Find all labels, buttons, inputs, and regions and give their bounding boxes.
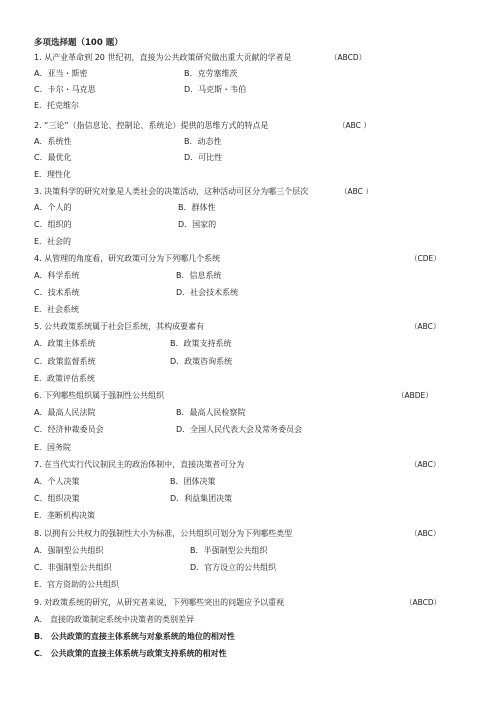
question-9-stem: 9. 对政策系统的研究，从研究者来说，下列哪些突出的问题应予以重视 [34,598,285,607]
question-7-option-d: D．利益集团决策 [170,494,233,503]
question-1-option-d: D．马克斯・韦伯 [184,85,247,94]
question-7-stem: 7. 在当代实行代议制民主的政治体制中，直接决策者可分为 [34,460,245,469]
question-8-option-c: C．非强制型公共组织 [34,563,112,572]
question-2-stem: 2. “三论”（指信息论、控制论、系统论）提供的思维方式的特点是 [34,121,269,130]
question-3-option-b: B．群体性 [178,203,216,212]
question-2-option-d: D．可比性 [184,153,223,162]
question-3-option-a: A．个人的 [34,203,72,212]
question-4-option-e: E．社会系统 [34,305,80,314]
question-1-answer: （ABCD） [330,53,367,62]
question-5-option-d: D．政策咨询系统 [170,357,233,366]
question-9-option-a: A． 直接的政策制定系统中决策者的类别差异 [34,615,195,624]
question-8-stem: 8. 以拥有公共权力的强制性大小为标准，公共组织可划分为下列哪些类型 [34,529,293,538]
question-5-stem: 5. 公共政策系统属于社会巨系统，其构成要素有 [34,322,205,331]
question-8-option-d: D．官方设立的公共组织 [190,563,277,572]
question-9-answer: （ABCD） [405,598,442,607]
question-7-option-b: B．团体决策 [170,477,216,486]
question-4-option-c: C．技术系统 [34,288,80,297]
question-4-option-a: A．科学系统 [34,271,80,280]
question-8-option-e: E．官方资助的公共组织 [34,580,120,589]
question-3-answer: （ABC ） [340,187,373,196]
question-1-option-e: E．托克维尔 [34,101,80,110]
question-1-option-b: B．克劳塞维茨 [184,69,238,78]
question-4-option-d: D．社会技术系统 [176,288,239,297]
question-8-answer: （ABC） [410,529,441,538]
question-6-answer: （ABDE） [397,391,433,400]
question-2-option-b: B．动态性 [184,137,222,146]
section-title: 多项选择题（100 题） [34,38,123,48]
question-2-option-c: C．最优化 [34,153,72,162]
question-1-stem: 1. 从产业革命到 20 世纪初，直接为公共政策研究做出重大贡献的学者是 [34,53,292,62]
question-4-answer: （CDE） [410,254,441,263]
question-6-option-d: D．全国人民代表大会及常务委员会 [176,425,303,434]
question-1-option-a: A．亚当・斯密 [34,69,88,78]
question-2-option-a: A．系统性 [34,137,72,146]
question-4-option-b: B．信息系统 [176,271,222,280]
question-6-stem: 6. 下列哪些组织属于强制性公共组织 [34,391,165,400]
question-7-option-c: C．组织决策 [34,494,80,503]
question-3-stem: 3. 决策科学的研究对象是人类社会的决策活动，这种活动可区分为哪三个层次 [34,187,309,196]
question-5-option-a: A．政策主体系统 [34,339,96,348]
question-6-option-c: C．经济仲裁委员会 [34,425,104,434]
question-4-stem: 4. 从管理的角度看，研究政策可分为下列哪几个系统 [34,254,221,263]
question-5-option-e: E．政策评估系统 [34,374,96,383]
question-6-option-b: B．最高人民检察院 [176,408,246,417]
question-7-option-a: A．个人决策 [34,477,80,486]
question-3-option-c: C．组织的 [34,220,72,229]
question-5-answer: （ABC） [410,322,441,331]
question-6-option-e: E．国务院 [34,443,72,452]
question-9-option-c: C． 公共政策的直接主体系统与政策支持系统的相对性 [34,649,227,658]
question-8-option-a: A．强制型公共组织 [34,546,104,555]
question-2-option-e: E．理性化 [34,170,72,179]
question-3-option-d: D．国家的 [178,220,217,229]
question-7-option-e: E．垄断机构决策 [34,511,96,520]
question-8-option-b: B．半强制型公共组织 [190,546,268,555]
question-2-answer: （ABC ） [338,121,371,130]
question-1-option-c: C．卡尔・马克思 [34,85,96,94]
question-5-option-c: C．政策监督系统 [34,357,96,366]
question-5-option-b: B．政策支持系统 [170,339,232,348]
question-7-answer: （ABC） [410,460,441,469]
question-3-option-e: E．社会的 [34,237,72,246]
question-9-option-b: B． 公共政策的直接主体系统与对象系统的地位的相对性 [34,632,235,641]
question-6-option-a: A．最高人民法院 [34,408,96,417]
